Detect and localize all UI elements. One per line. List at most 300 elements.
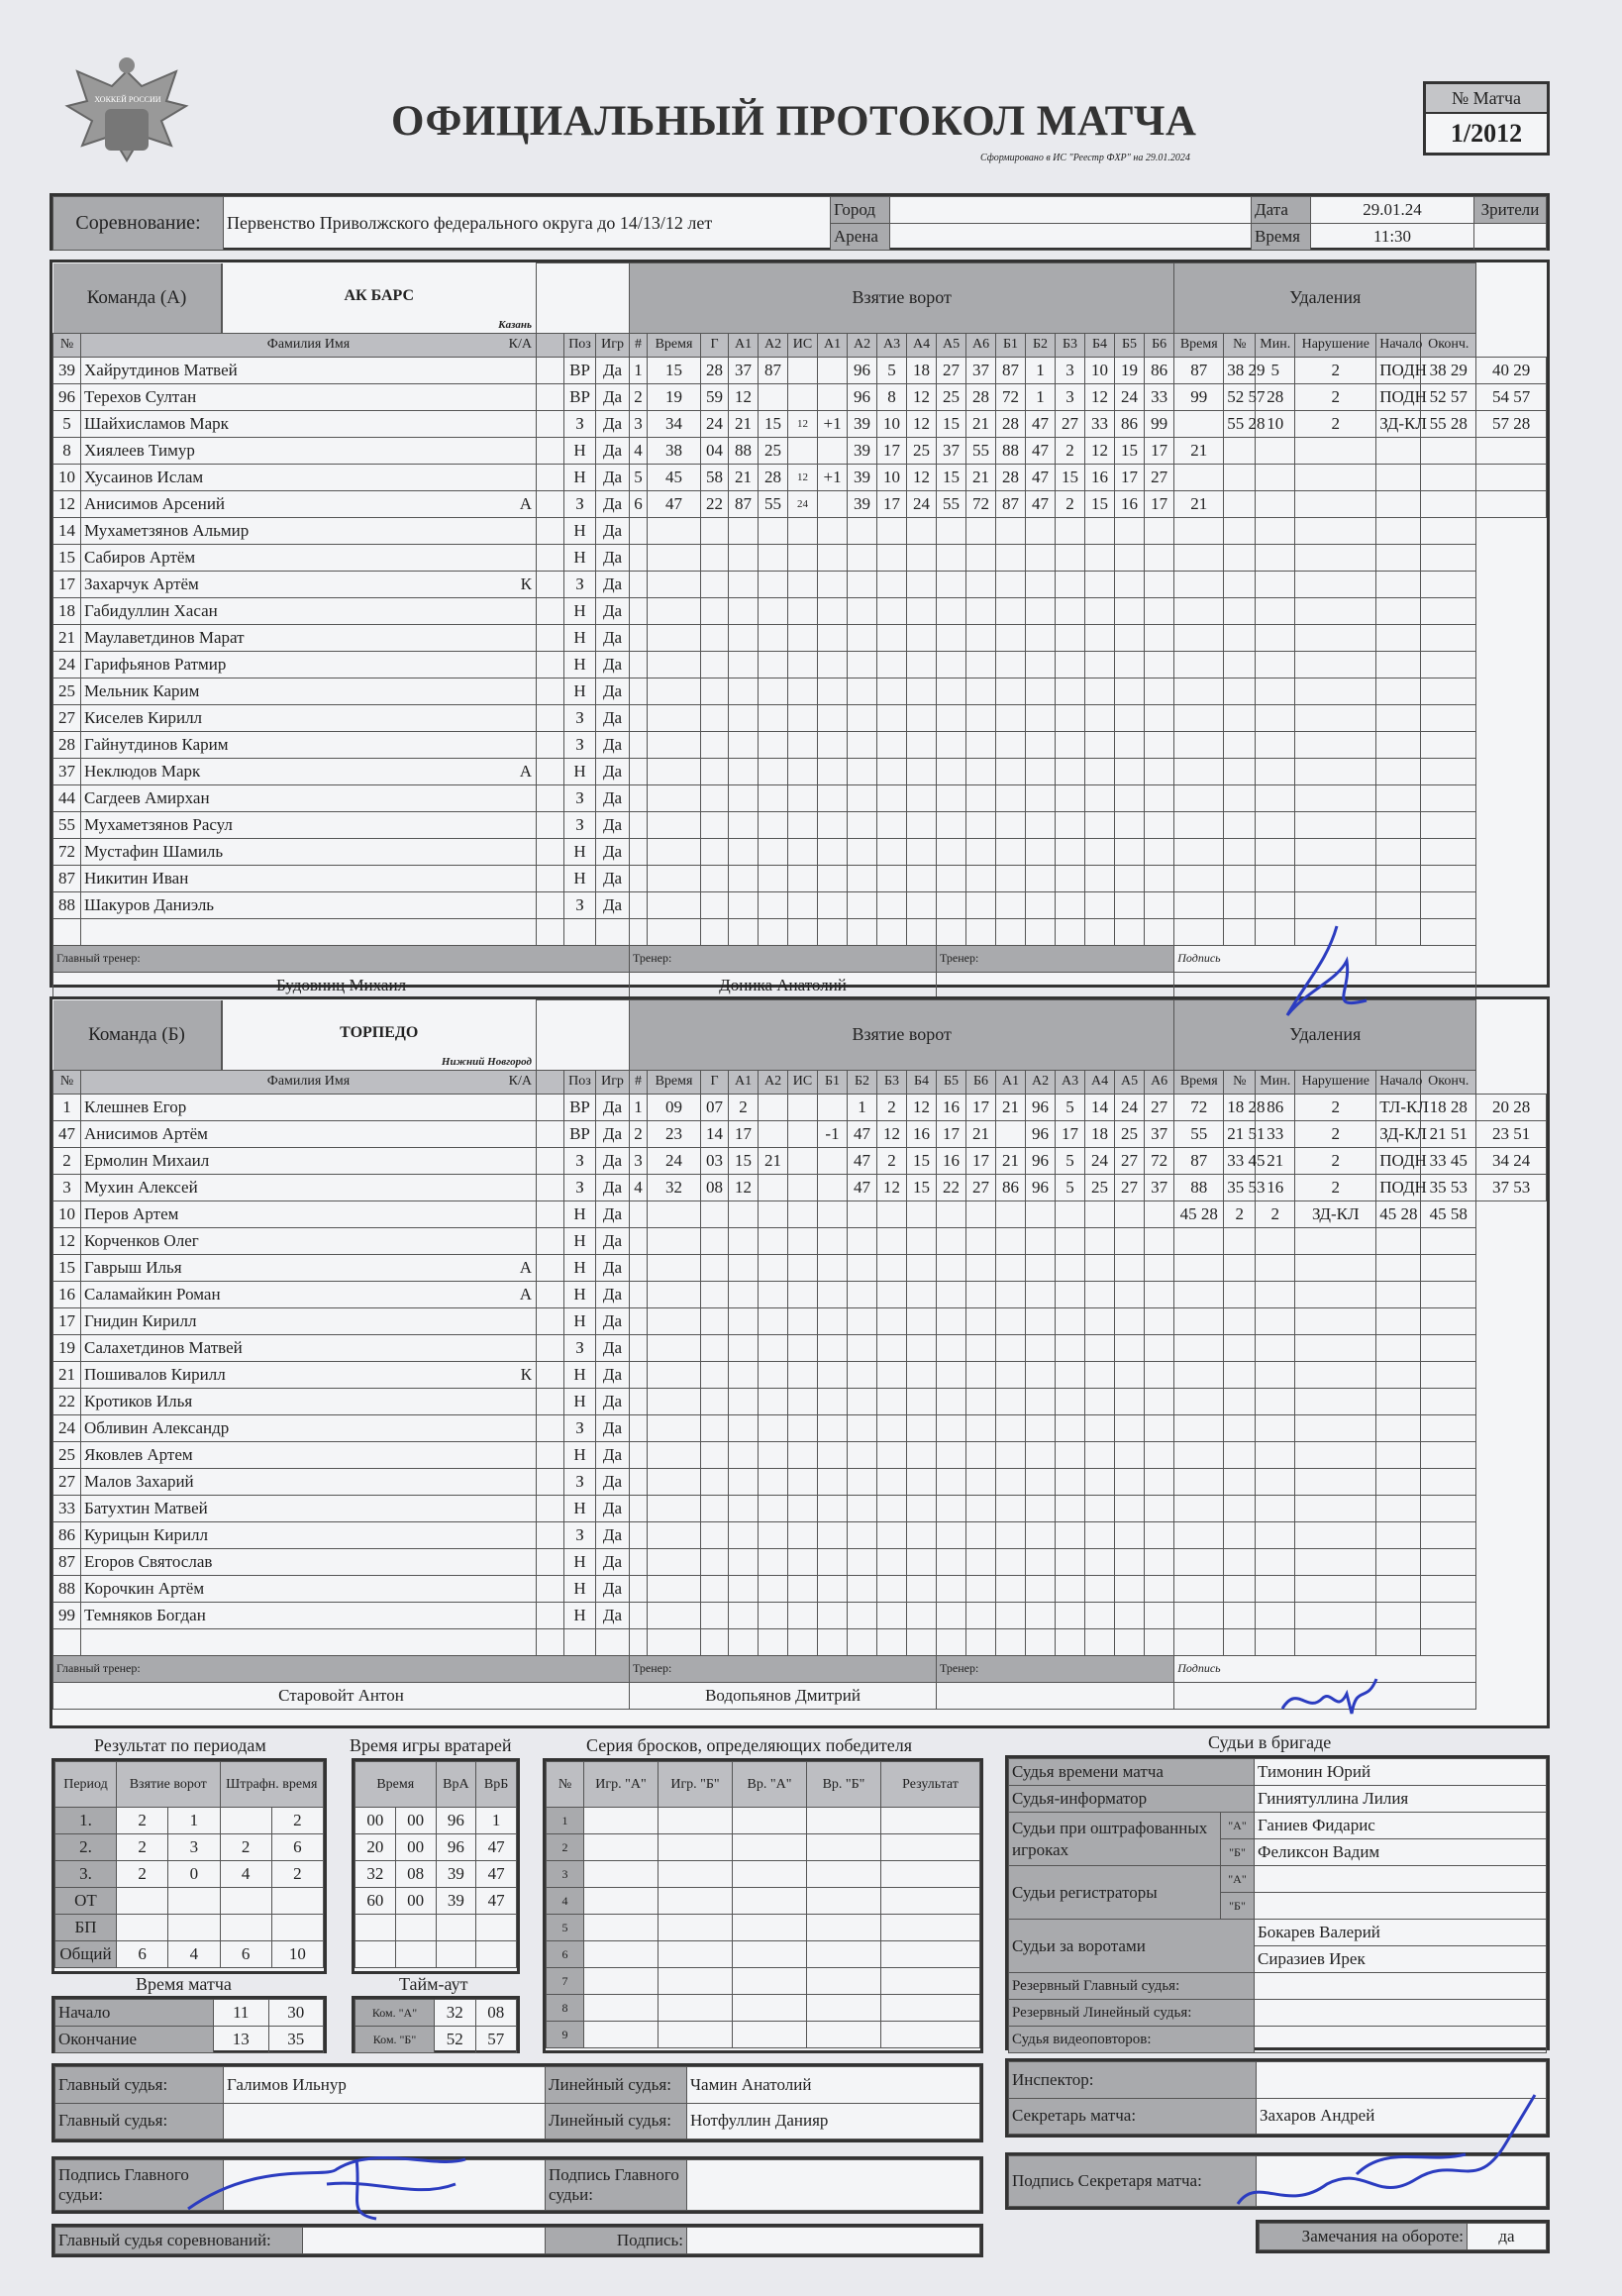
goal-cell [937,651,966,678]
goal-cell [818,1602,848,1628]
player-number: 12 [53,490,81,517]
teamA-player-row [53,490,1547,517]
goal-cell [877,1388,907,1414]
arena-value [890,224,1252,251]
goal-cell [759,517,788,544]
goal-cell: 55 [966,437,996,464]
teamA-player-row [53,544,1547,571]
teamA-player-row [53,811,1547,838]
goal-cell: 12 [907,464,937,490]
goal-cell [648,1414,701,1441]
pen-end: 20 28 [1476,1094,1547,1120]
goalie-row: 00 00 96 1 [355,1808,517,1834]
goal-cell [818,838,848,865]
timeout-b-label: Ком. "Б" [355,2027,435,2053]
goal-cell [630,1495,648,1521]
pen-start [1376,704,1421,731]
pen-number [1224,597,1256,624]
goal-cell [1115,865,1145,891]
pen-start [1376,1495,1421,1521]
goal-cell [1056,838,1085,865]
player-position: Н [564,1548,596,1575]
player-name: Гайнутдинов Карим [81,731,537,758]
pen-infraction: ЗД-КЛ [1376,410,1421,437]
goal-cell: 1 [630,1094,648,1120]
goal-cell [788,1307,818,1334]
player-number: 39 [53,357,81,383]
player-played: Да [596,1602,630,1628]
pen-number [1256,490,1295,517]
pen-end: 34 24 [1476,1147,1547,1174]
goal-cell [937,704,966,731]
pen-infraction [1295,1521,1376,1548]
goal-cell [848,1521,877,1548]
goal-cell [1085,838,1115,865]
pen-time [1174,784,1224,811]
goal-cell [1085,784,1115,811]
goal-cell: 10 [877,410,907,437]
goal-cell [996,918,1026,945]
player-name: Терехов Султан [81,383,537,410]
goal-cell [648,891,701,918]
player-number: 19 [53,1334,81,1361]
pen-start [1376,678,1421,704]
goal-cell [630,651,648,678]
player-number: 5 [53,410,81,437]
goal-cell [1056,1441,1085,1468]
goal-cell: 72 [966,490,996,517]
goal-cell [818,597,848,624]
spectators-label: Зрители [1474,197,1547,224]
pen-end [1421,1548,1476,1575]
goal-cell [648,704,701,731]
goal-judges-label: Судьи за воротами [1009,1920,1255,1973]
teamB-trainer2-label: Тренер: [937,1655,1174,1682]
goal-cell [966,731,996,758]
goal-cell [1145,1548,1174,1575]
player-played: Да [596,865,630,891]
goal-cell [630,1361,648,1388]
goal-cell [630,1575,648,1602]
goal-cell [1085,1281,1115,1307]
goal-cell [996,1602,1026,1628]
goal-cell: 17 [729,1120,759,1147]
pen-number [1224,1495,1256,1521]
pen-start: 33 45 [1421,1147,1476,1174]
goal-cell [1085,1254,1115,1281]
pen-minutes [1295,437,1376,464]
goal-cell: 03 [701,1147,729,1174]
goal-cell [788,1548,818,1575]
goal-cell [937,1361,966,1388]
goal-cell [937,1388,966,1414]
pen-number [1224,1388,1256,1414]
goal-cell [648,1602,701,1628]
goal-cell [630,891,648,918]
goal-cell [788,1388,818,1414]
goal-cell: 28 [966,383,996,410]
time-label: Время [1252,224,1311,251]
player-number: 22 [53,1388,81,1414]
goal-cell [630,1548,648,1575]
player-number: 33 [53,1495,81,1521]
goal-cell [848,1227,877,1254]
goal-cell [788,1628,818,1655]
goal-cell [818,1521,848,1548]
goal-cell: 99 [1174,383,1224,410]
goal-cell [1056,1281,1085,1307]
player-name: Перов Артем [81,1200,537,1227]
goal-cell [729,1495,759,1521]
pen-infraction [1295,1254,1376,1281]
goal-cell [966,1495,996,1521]
goal-cell [630,624,648,651]
teamB-trainer-label: Тренер: [630,1655,937,1682]
goal-cell [788,1094,818,1120]
goal-cell: 2 [630,383,648,410]
teamB-player-row [53,1602,1547,1628]
goal-cell [788,517,818,544]
goal-cell: -1 [818,1120,848,1147]
goal-cell: 21 [966,410,996,437]
goal-cell [1145,1495,1174,1521]
goal-cell [1056,1521,1085,1548]
pen-infraction [1295,1441,1376,1468]
goal-cell [648,1521,701,1548]
teamB-player-row [53,1227,1547,1254]
goal-cell [1056,731,1085,758]
sign-secretary-label: Подпись Секретаря матча: [1009,2156,1257,2207]
goal-cell [966,1307,996,1334]
goal-cell: 2 [877,1147,907,1174]
pen-minutes [1256,1307,1295,1334]
goal-cell [818,918,848,945]
goal-cell [1026,544,1056,571]
player-played: Да [596,731,630,758]
goal-cell [818,1094,848,1120]
goal-cell [937,1307,966,1334]
goal-cell [937,571,966,597]
goal-cell [1115,811,1145,838]
goal-cell: 24 [701,410,729,437]
player-position: Н [564,838,596,865]
goal-cell [1145,704,1174,731]
goal-cell: 37 [1145,1120,1174,1147]
goal-cell [907,891,937,918]
goal-cell [877,784,907,811]
goal-cell [937,784,966,811]
goal-cell [1145,731,1174,758]
pen-infraction [1295,811,1376,838]
goal-cell [630,1254,648,1281]
goal-cell [996,1441,1026,1468]
pen-time [1174,731,1224,758]
goal-cell [1115,1521,1145,1548]
goal-cell: 2 [630,1120,648,1147]
pen-start [1421,437,1476,464]
pen-end [1421,544,1476,571]
goal-cell: 17 [1145,437,1174,464]
goal-cell [877,651,907,678]
goal-cell [1115,1548,1145,1575]
teamB-player-row [53,1575,1547,1602]
goal-cell: 09 [648,1094,701,1120]
player-played: Да [596,704,630,731]
goal-cell [966,758,996,784]
player-number: 25 [53,678,81,704]
goal-cell [759,597,788,624]
shootout-row: 6 [547,1941,980,1968]
goal-cell [1026,731,1056,758]
goal-cell [907,758,937,784]
pen-minutes [1256,838,1295,865]
pen-minutes [1256,597,1295,624]
goal-cell [1085,1414,1115,1441]
goal-cell: 17 [937,1120,966,1147]
goal-cell [937,865,966,891]
player-played: Да [596,1200,630,1227]
goalie-row: 32 08 39 47 [355,1861,517,1888]
goal-cell: 1 [1026,357,1056,383]
goal-cell [729,624,759,651]
goal-cell [701,918,729,945]
pen-end: 37 53 [1476,1174,1547,1200]
pen-infraction [1295,1468,1376,1495]
goal-cell [848,571,877,597]
goal-cell [701,758,729,784]
goal-cell: 21 [1174,490,1224,517]
penbox-a-mark: "А" [1221,1813,1255,1839]
player-played: Да [596,1334,630,1361]
goal-cell [937,1441,966,1468]
goal-cell: 23 [648,1120,701,1147]
player-played: Да [596,838,630,865]
goal-cell [1115,1575,1145,1602]
pen-start [1376,1254,1421,1281]
player-position: З [564,811,596,838]
goal-cell [907,731,937,758]
goal-cell [818,1281,848,1307]
goal-cell [648,1495,701,1521]
goal-cell [788,1414,818,1441]
pen-end [1421,624,1476,651]
pen-infraction [1376,437,1421,464]
goal-cell [788,1174,818,1200]
player-name: Хиялеев Тимур [81,437,537,464]
goal-cell: 38 [648,437,701,464]
goal-cell [877,838,907,865]
goal-cell [788,1147,818,1174]
goal-cell [877,758,907,784]
goal-cell [1115,1414,1145,1441]
goal-cell [788,811,818,838]
goal-cell [848,1414,877,1441]
pen-infraction [1295,517,1376,544]
goal-cell [648,1254,701,1281]
teamB-player-row [53,1521,1547,1548]
goal-cell [907,838,937,865]
pen-time [1174,1468,1224,1495]
goal-cell: 47 [1026,410,1056,437]
goal-cell [1085,1200,1115,1227]
goal-cell [1145,1254,1174,1281]
goal-cell [937,1227,966,1254]
shootout-table: № Игр. "А" Игр. "Б" Вр. "А" Вр. "Б" Результат 1 2 3 4 5 6 7 8 9 [543,1758,983,2053]
pen-minutes [1256,784,1295,811]
shootout-row: 4 [547,1888,980,1915]
goal-cell: 12 [729,383,759,410]
pen-end: 45 58 [1421,1200,1476,1227]
goal-cell [759,1414,788,1441]
goal-cell [729,1628,759,1655]
goal-cell [1115,678,1145,704]
spectators-value [1474,224,1547,251]
goal-cell [759,1388,788,1414]
pen-time [1174,1307,1224,1334]
pen-number [1224,918,1256,945]
player-position: Н [564,1227,596,1254]
goal-cell: 27 [1115,1174,1145,1200]
player-number: 17 [53,1307,81,1334]
player-number: 28 [53,731,81,758]
pen-end [1421,597,1476,624]
goal-cell [788,1200,818,1227]
player-number: 88 [53,1575,81,1602]
pen-end [1421,784,1476,811]
pen-infraction [1295,865,1376,891]
goal-cell: 15 [729,1147,759,1174]
goal-cell [759,624,788,651]
goal-cell [818,1441,848,1468]
timeout-b-m: 52 [435,2027,476,2053]
goal-cell [648,544,701,571]
penbox-a: Ганиев Фидарис [1255,1813,1547,1839]
goal-cell [996,651,1026,678]
pen-start: 52 57 [1421,383,1476,410]
player-number: 88 [53,891,81,918]
goal-cell [1026,1388,1056,1414]
teamA-coach-label: Главный тренер: [53,945,630,972]
pen-time [1174,838,1224,865]
player-name: Малов Захарий [81,1468,537,1495]
goal-cell [937,1521,966,1548]
pen-end [1421,918,1476,945]
goal-cell [648,758,701,784]
goal-cell [1145,1227,1174,1254]
goal-cell [907,1200,937,1227]
goal-cell [907,651,937,678]
goal-cell: 16 [1085,464,1115,490]
goal-cell: 3 [1056,357,1085,383]
timeout-b-s: 57 [475,2027,517,2053]
sign-main-label-2: Подпись Главного судьи: [546,2160,687,2211]
player-number: 87 [53,1548,81,1575]
goal-cell: 47 [848,1147,877,1174]
player-position: Н [564,758,596,784]
goal-cell [788,651,818,678]
player-position: Н [564,1575,596,1602]
player-name: Хайрутдинов Матвей [81,357,537,383]
goal-cell [1056,1414,1085,1441]
teamB-player-row [53,1200,1547,1227]
goal-cell [848,784,877,811]
player-position: Н [564,1361,596,1388]
goal-cell [1085,1628,1115,1655]
goal-cell [729,838,759,865]
player-played: Да [596,651,630,678]
pen-time: 35 53 [1224,1174,1256,1200]
pen-start [1421,464,1476,490]
pen-number [1224,571,1256,597]
goal-cell [818,1147,848,1174]
goal-cell [966,1281,996,1307]
goal-cell [1026,1334,1056,1361]
goal-cell [848,811,877,838]
goal-cell: 16 [907,1120,937,1147]
pen-number: 21 [1256,1147,1295,1174]
goal-cell: +1 [818,464,848,490]
goal-cell [701,1200,729,1227]
teamA-trainer2 [937,972,1174,998]
pen-end [1421,571,1476,597]
goal-cell [648,811,701,838]
goal-cell [996,1468,1026,1495]
goal-cell [1085,891,1115,918]
main-judge-label-1: Главный судья: [55,2067,224,2104]
player-name: Обливин Александр [81,1414,537,1441]
goal-cell [648,1334,701,1361]
penbox-b: Феликсон Вадим [1255,1839,1547,1866]
player-number: 10 [53,1200,81,1227]
city-value [890,197,1252,224]
player-played: Да [596,811,630,838]
goal-cell [818,731,848,758]
goal-cell [877,1441,907,1468]
player-number: 37 [53,758,81,784]
pen-infraction [1376,490,1421,517]
pen-start [1376,811,1421,838]
pen-number [1224,1602,1256,1628]
goal-cell [877,1628,907,1655]
secretary-label: Секретарь матча: [1009,2098,1257,2135]
goal-cell [1145,1602,1174,1628]
goal-cell [937,1200,966,1227]
goal-cell: 21 [729,464,759,490]
signature-team-b [1277,1674,1386,1723]
goal-cell [877,1307,907,1334]
pen-infraction [1295,1575,1376,1602]
pen-minutes: 2 [1295,1147,1376,1174]
goal-cell [1026,1361,1056,1388]
teamB-player-row [53,1441,1547,1468]
goal-cell [648,784,701,811]
pen-minutes [1295,464,1376,490]
goal-cell: 28 [996,464,1026,490]
shootout-row: 7 [547,1968,980,1995]
goal-cell [759,1120,788,1147]
goal-cell [788,1521,818,1548]
player-position: З [564,1174,596,1200]
teamA-player-row [53,758,1547,784]
pen-end [1421,1495,1476,1521]
goal-cell: 96 [1026,1147,1056,1174]
goal-cell [648,517,701,544]
goal-cell: 27 [1145,464,1174,490]
officials-box [51,2063,983,2142]
player-name: Мухаметзянов Альмир [81,517,537,544]
goal-cell [1026,517,1056,544]
pen-minutes [1256,1414,1295,1441]
